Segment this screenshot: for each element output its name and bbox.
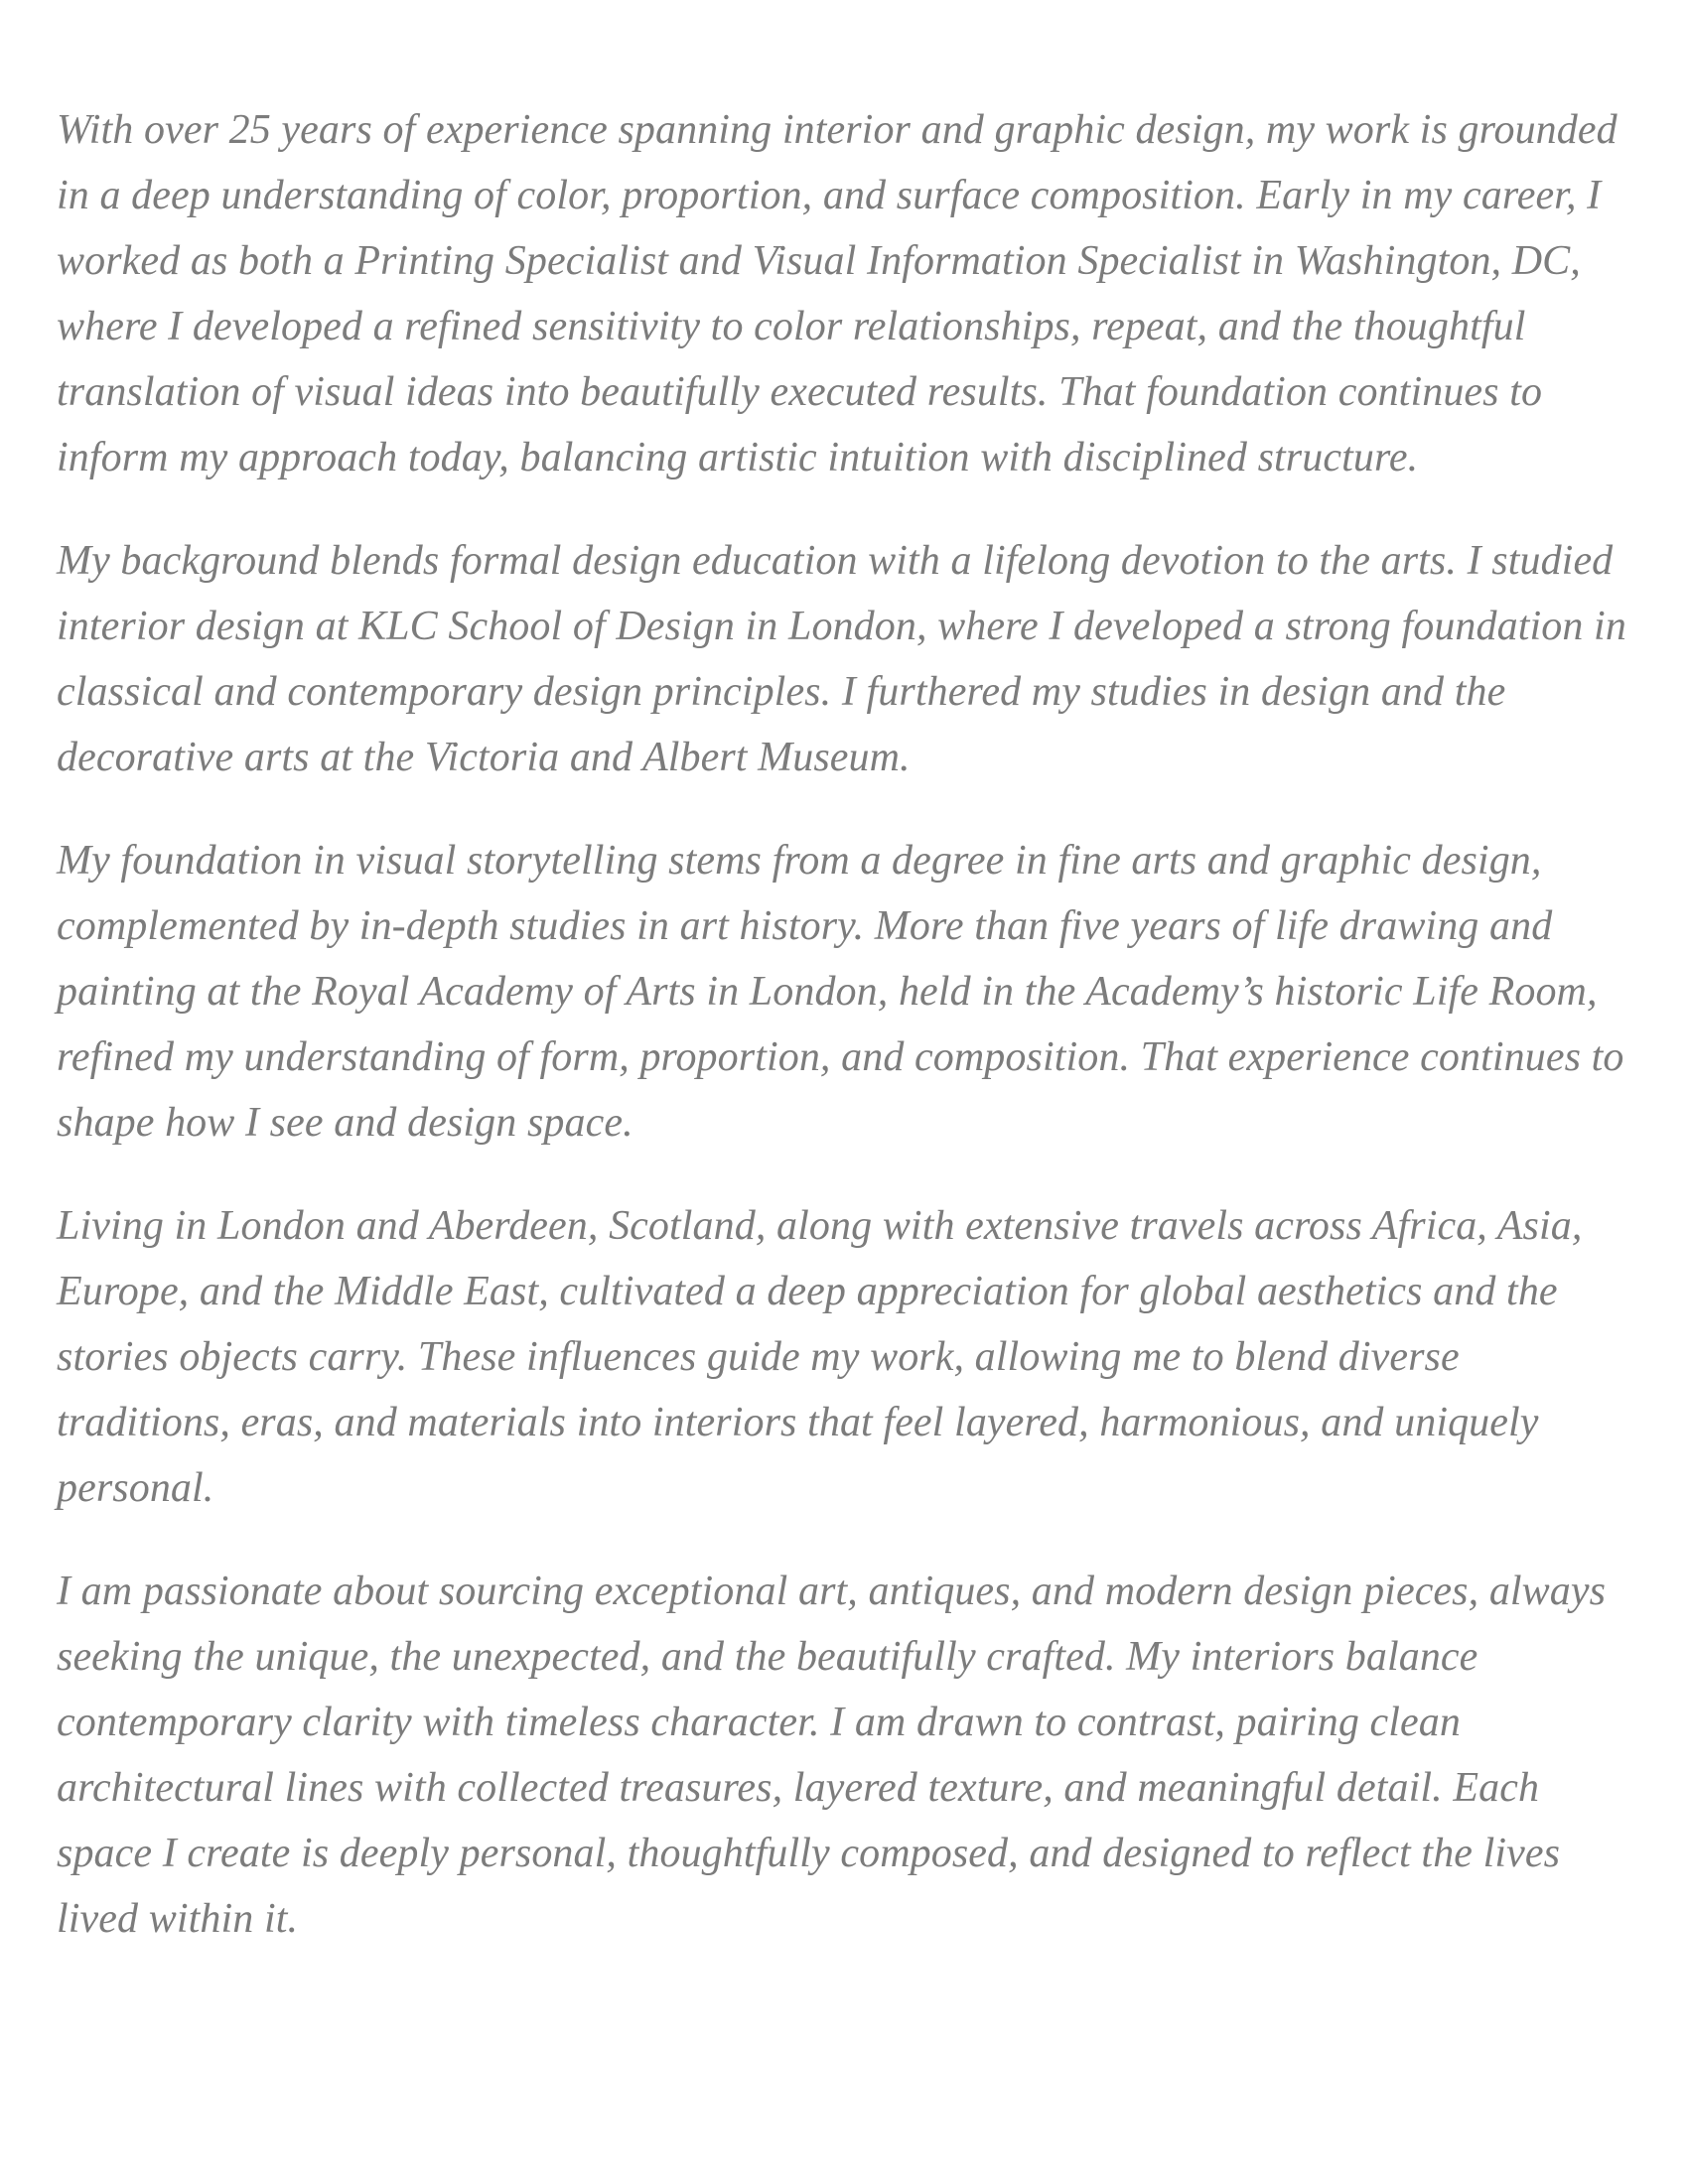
- paragraph-experience: With over 25 years of experience spanning interior and graphic design, my work is grounded in a deep understanding of color, proportion, and surface composition. Early in my career, I worked as both a Printing Specialist and Visual Information Specialist in Washington, DC, where I developed a refined sensitivity to color relationships, repeat, and the thoughtful translation of visual ideas into beautifully executed results. That foundation continues to inform my approach today, balancing artistic intuition with disciplined structure.: [57, 107, 1618, 480]
- paragraph-education: My background blends formal design education with a lifelong devotion to the arts. I studied interior design at KLC School of Design in London, where I developed a strong foundation in classical and contemporary design principles. I furthered my studies in design and the decorative arts at the Victoria and Albert Museum.: [57, 538, 1626, 780]
- paragraph-fine-arts: My foundation in visual storytelling stems from a degree in fine arts and graphic design, complemented by in-depth studies in art history. More than five years of life drawing and painting at the Royal Academy of Arts in London, held in the Academy’s historic Life Room, refined my understanding of form, proportion, and composition. That experience continues to shape how I see and design space.: [57, 838, 1624, 1146]
- document-page: [57, 97, 1635, 1989]
- paragraph-sourcing: I am passionate about sourcing exceptional art, antiques, and modern design pieces, always seeking the unique, the unexpected, and the beautifully crafted. My interiors balance contemporary clarity with timeless character. I am drawn to contrast, pairing clean architectural lines with collected treasures, layered texture, and meaningful detail. Each space I create is deeply personal, thoughtfully composed, and designed to reflect the lives lived within it.: [57, 1569, 1607, 1942]
- paragraph-travels: Living in London and Aberdeen, Scotland, along with extensive travels across Africa, Asia, Europe, and the Middle East, cultivated a deep appreciation for global aesthetics and the stories objects carry. These influences guide my work, allowing me to blend diverse traditions, eras, and materials into interiors that feel layered, harmonious, and uniquely personal.: [57, 1203, 1583, 1511]
